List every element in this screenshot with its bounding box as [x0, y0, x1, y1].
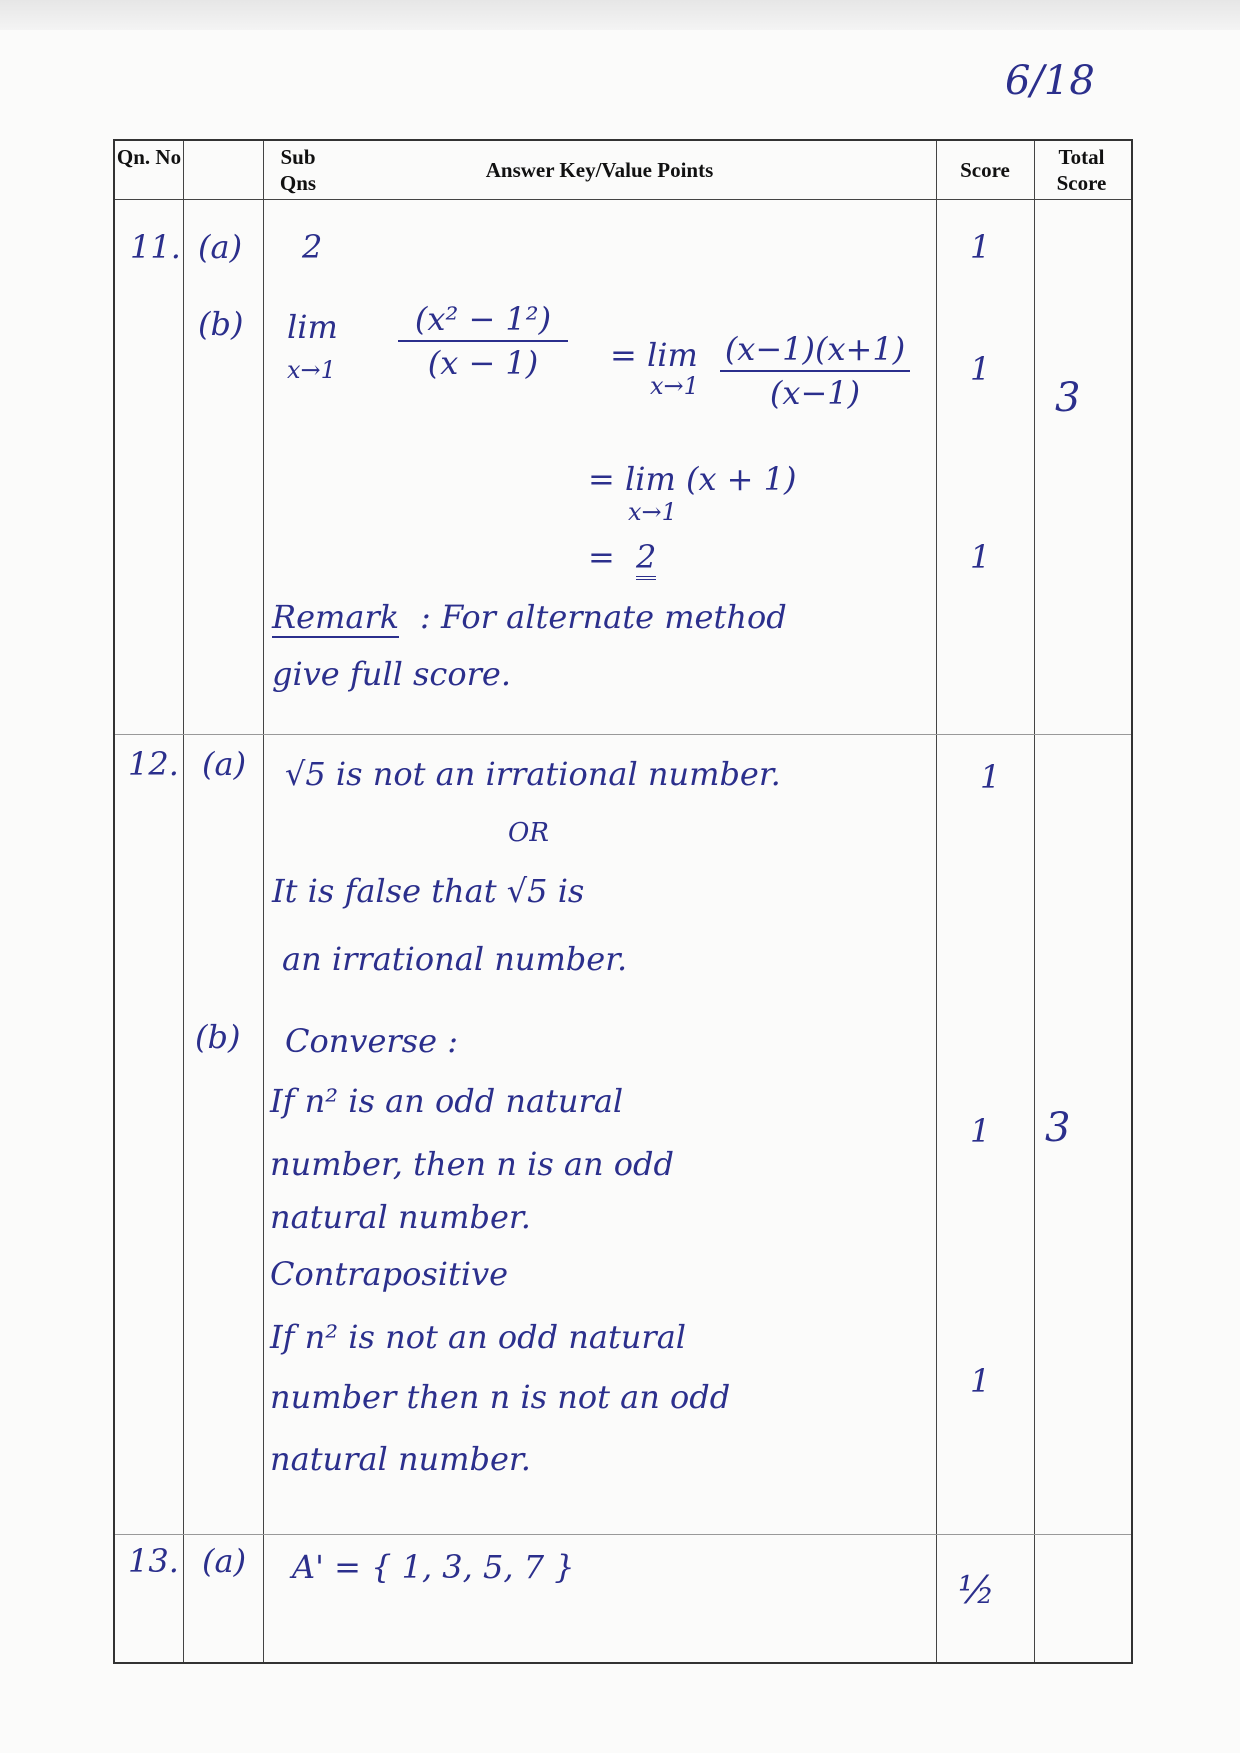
- q11-frac2-den: (x−1): [769, 374, 861, 412]
- q11-remark-text-2: give full score.: [272, 655, 512, 693]
- q12-or: OR: [508, 818, 549, 848]
- fraction-bar: [720, 370, 910, 372]
- q12-converse-label: Converse :: [285, 1022, 458, 1060]
- q11-step-2: = lim (x + 1): [588, 460, 797, 498]
- col-divider: [263, 141, 264, 1662]
- q12-a-line-3: an irrational number.: [282, 940, 628, 978]
- col-divider: [936, 141, 937, 1662]
- q11-eq-lim: = lim: [610, 336, 698, 374]
- q12-contra-line-2: number then n is not an odd: [270, 1378, 731, 1416]
- q12-contrapositive-label: Contrapositive: [270, 1255, 509, 1293]
- col-divider: [1034, 141, 1035, 1662]
- q11-frac1-num: (x² − 1²): [414, 300, 552, 338]
- q12-converse-line-3: natural number.: [270, 1198, 531, 1236]
- header-sub: Sub Qns: [279, 145, 317, 195]
- q12-number: 12.: [128, 745, 179, 783]
- q11-step-3-eq: =: [588, 538, 615, 576]
- q11-lim-sub-2: x→1: [650, 372, 699, 400]
- q11-total: 3: [1055, 375, 1081, 421]
- col-divider: [183, 141, 184, 1662]
- q11-a-label: (a): [198, 228, 243, 266]
- q11-remark-text: : For alternate method: [420, 598, 787, 636]
- q11-fraction-2: [720, 330, 910, 412]
- header-score: Score: [960, 158, 1010, 182]
- header-total: Total Score: [1056, 145, 1107, 195]
- q12-converse-line-1: If n² is an odd natural: [270, 1082, 624, 1120]
- q11-frac1-den: (x − 1): [427, 344, 539, 382]
- q12-a-label: (a): [202, 745, 247, 783]
- q12-contra-line-3: natural number.: [270, 1440, 531, 1478]
- q11-a-answer: 2: [302, 228, 323, 266]
- q12-converse-line-2: number, then n is an odd: [270, 1145, 674, 1183]
- q12-a-line-2: It is false that √5 is: [272, 872, 585, 910]
- q12-a-score: 1: [980, 758, 1001, 796]
- fraction-bar: [398, 340, 568, 342]
- q13-a-score: ½: [958, 1568, 995, 1612]
- q12-b-label: (b): [195, 1018, 241, 1056]
- q11-frac2-num: (x−1)(x+1): [724, 330, 906, 368]
- q12-total: 3: [1045, 1105, 1071, 1151]
- q11-a-score: 1: [970, 228, 991, 266]
- q12-contra-line-1: If n² is not an odd natural: [270, 1318, 687, 1356]
- header-divider: [115, 199, 1131, 200]
- header-qn: Qn. No: [116, 145, 182, 169]
- q11-b-score-2: 1: [970, 538, 991, 576]
- page-number: 6/18: [1005, 58, 1095, 104]
- q11-lim-sub-3: x→1: [628, 498, 677, 526]
- q12-a-line-1: √5 is not an irrational number.: [285, 755, 781, 793]
- q12-contra-score: 1: [970, 1362, 991, 1400]
- q13-a-answer: A' = { 1, 3, 5, 7 }: [292, 1548, 575, 1586]
- q11-step-3-value: 2: [636, 538, 656, 580]
- q12-converse-score: 1: [970, 1112, 991, 1150]
- q11-b-score-1: 1: [970, 350, 991, 388]
- q13-a-label: (a): [202, 1542, 247, 1580]
- q11-lim-sub: x→1: [287, 356, 336, 384]
- q11-b-label: (b): [198, 305, 244, 343]
- q11-lim: lim: [287, 308, 338, 346]
- q11-remark-label: Remark: [272, 598, 400, 636]
- scan-edge: [0, 0, 1240, 30]
- q13-number: 13.: [128, 1542, 179, 1580]
- header-answer: Answer Key/Value Points: [485, 158, 714, 182]
- row-divider: [115, 734, 1131, 735]
- q11-fraction-1: [398, 300, 568, 382]
- row-divider: [115, 1534, 1131, 1535]
- q11-number: 11.: [130, 228, 181, 266]
